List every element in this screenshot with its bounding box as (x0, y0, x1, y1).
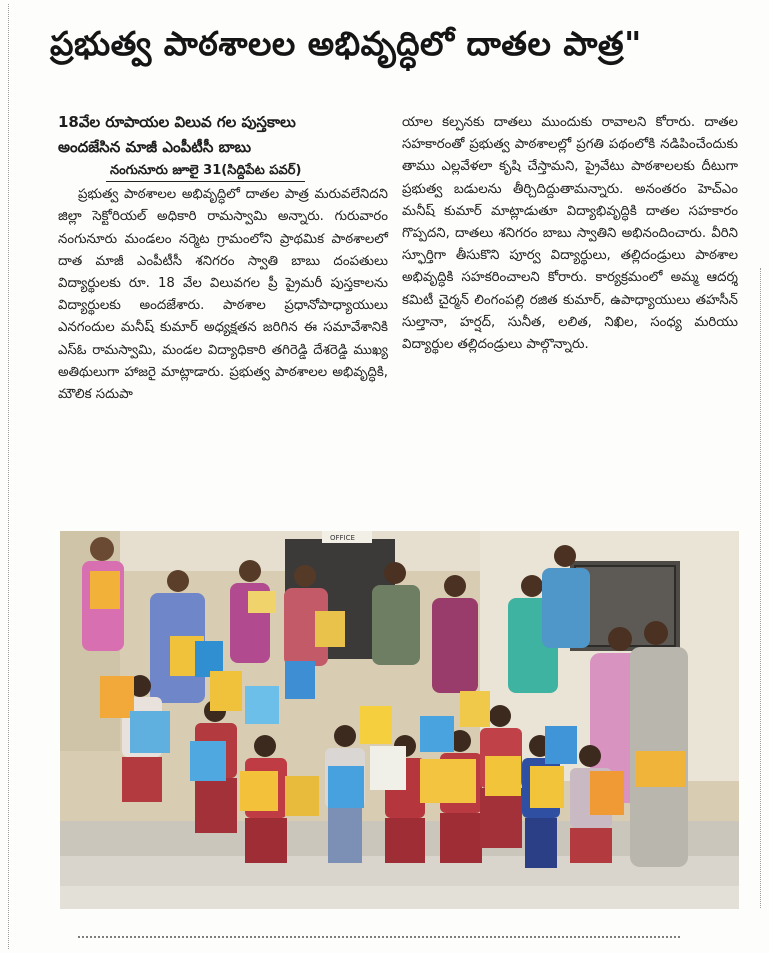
right-column-text: యాల కల్పనకు దాతలు ముందుకు రావాలని కోరారు. దాతల సహకారంతో ప్రభుత్వ పాఠశాలల్లో ప్రగతి పథంలోకి నడిపించేందుకు తాము ఎల్లవేళలా కృషి చేస్తామని, ప్రైవేటు పాఠశాలలకు దీటుగా ప్రభుత్వ బడులను తీర్చిదిద్దుతామన్నారు. అనంతరం హెచ్ఎం మనీష్ కుమార్ మాట్లాడుతూ విద్యాభివృద్ధికి దాతల సహకారం గొప్పదని, దాతలు శనిగరం బాబు స్వాతిని అభినందించారు. వీరిని స్ఫూర్తిగా తీసుకొని పూర్వ విద్యార్థులు, తల్లిదండ్రులు పాఠశాల అభివృద్ధికి సహకరించాలని కోరారు. కార్యక్రమంలో అమ్మ ఆదర్శ కమిటీ చైర్మన్ లింగంపల్లి రజిత కుమార్, ఉపాధ్యాయులు తహసీన్ సుల్తానా, హర్షద్, సునీత, లలిత, నిఖిల, సంధ్య మరియు విద్యార్థుల తల్లిదండ్రులు పాల్గొన్నారు. (402, 115, 738, 353)
dateline: నంగునూరు జూలై 31(సిద్దిపేట పవర్) (106, 161, 305, 182)
subheading-line-1: 18వేల రూపాయల విలువ గల పుస్తకాలు (58, 113, 296, 131)
bottom-dotted-border (78, 936, 680, 938)
subheading-line-2: అందజేసిన మాజీ ఎంపీటీసీ బాబు (58, 138, 252, 156)
left-dotted-border (8, 4, 9, 949)
office-sign: OFFICE (330, 534, 355, 542)
left-column-text: ప్రభుత్వ పాఠశాలల అభివృద్ధిలో దాతల పాత్ర మరువలేనిదని జిల్లా సెక్టోరియల్ అధికారి రామస్వామి అన్నారు. గురువారం నంగునూరు మండలం నర్మెట గ్రామంలోని ప్రాథమిక పాఠశాలలో దాత మాజీ ఎంపీటీసీ శనిగరం స్వాతి బాబు దంపతులు విద్యార్థులకు రూ. 18 వేల విలువగల ప్రీ ప్రైమరీ పుస్తకాలను విద్యార్థులకు అందజేశారు. పాఠశాల ప్రధానోపాధ్యాయులు ఎనగందుల మనీష్ కుమార్ అధ్యక్షతన జరిగిన ఈ సమావేశానికి ఎస్ఓ రామస్వామి, మండల విద్యాధికారి తగిరెడ్డి దేశరెడ్డి ముఖ్య అతిథులుగా హాజరై మాట్లాడారు. ప్రభుత్వ పాఠశాలల అభివృద్ధికి, మౌలిక సదుపా (58, 187, 388, 403)
group-photo (60, 531, 739, 909)
right-dotted-border (760, 268, 761, 908)
right-column (402, 112, 738, 356)
headline: ప్రభుత్వ పాఠశాలల అభివృద్ధిలో దాతల పాత్ర" (50, 24, 642, 63)
left-column (58, 110, 388, 406)
